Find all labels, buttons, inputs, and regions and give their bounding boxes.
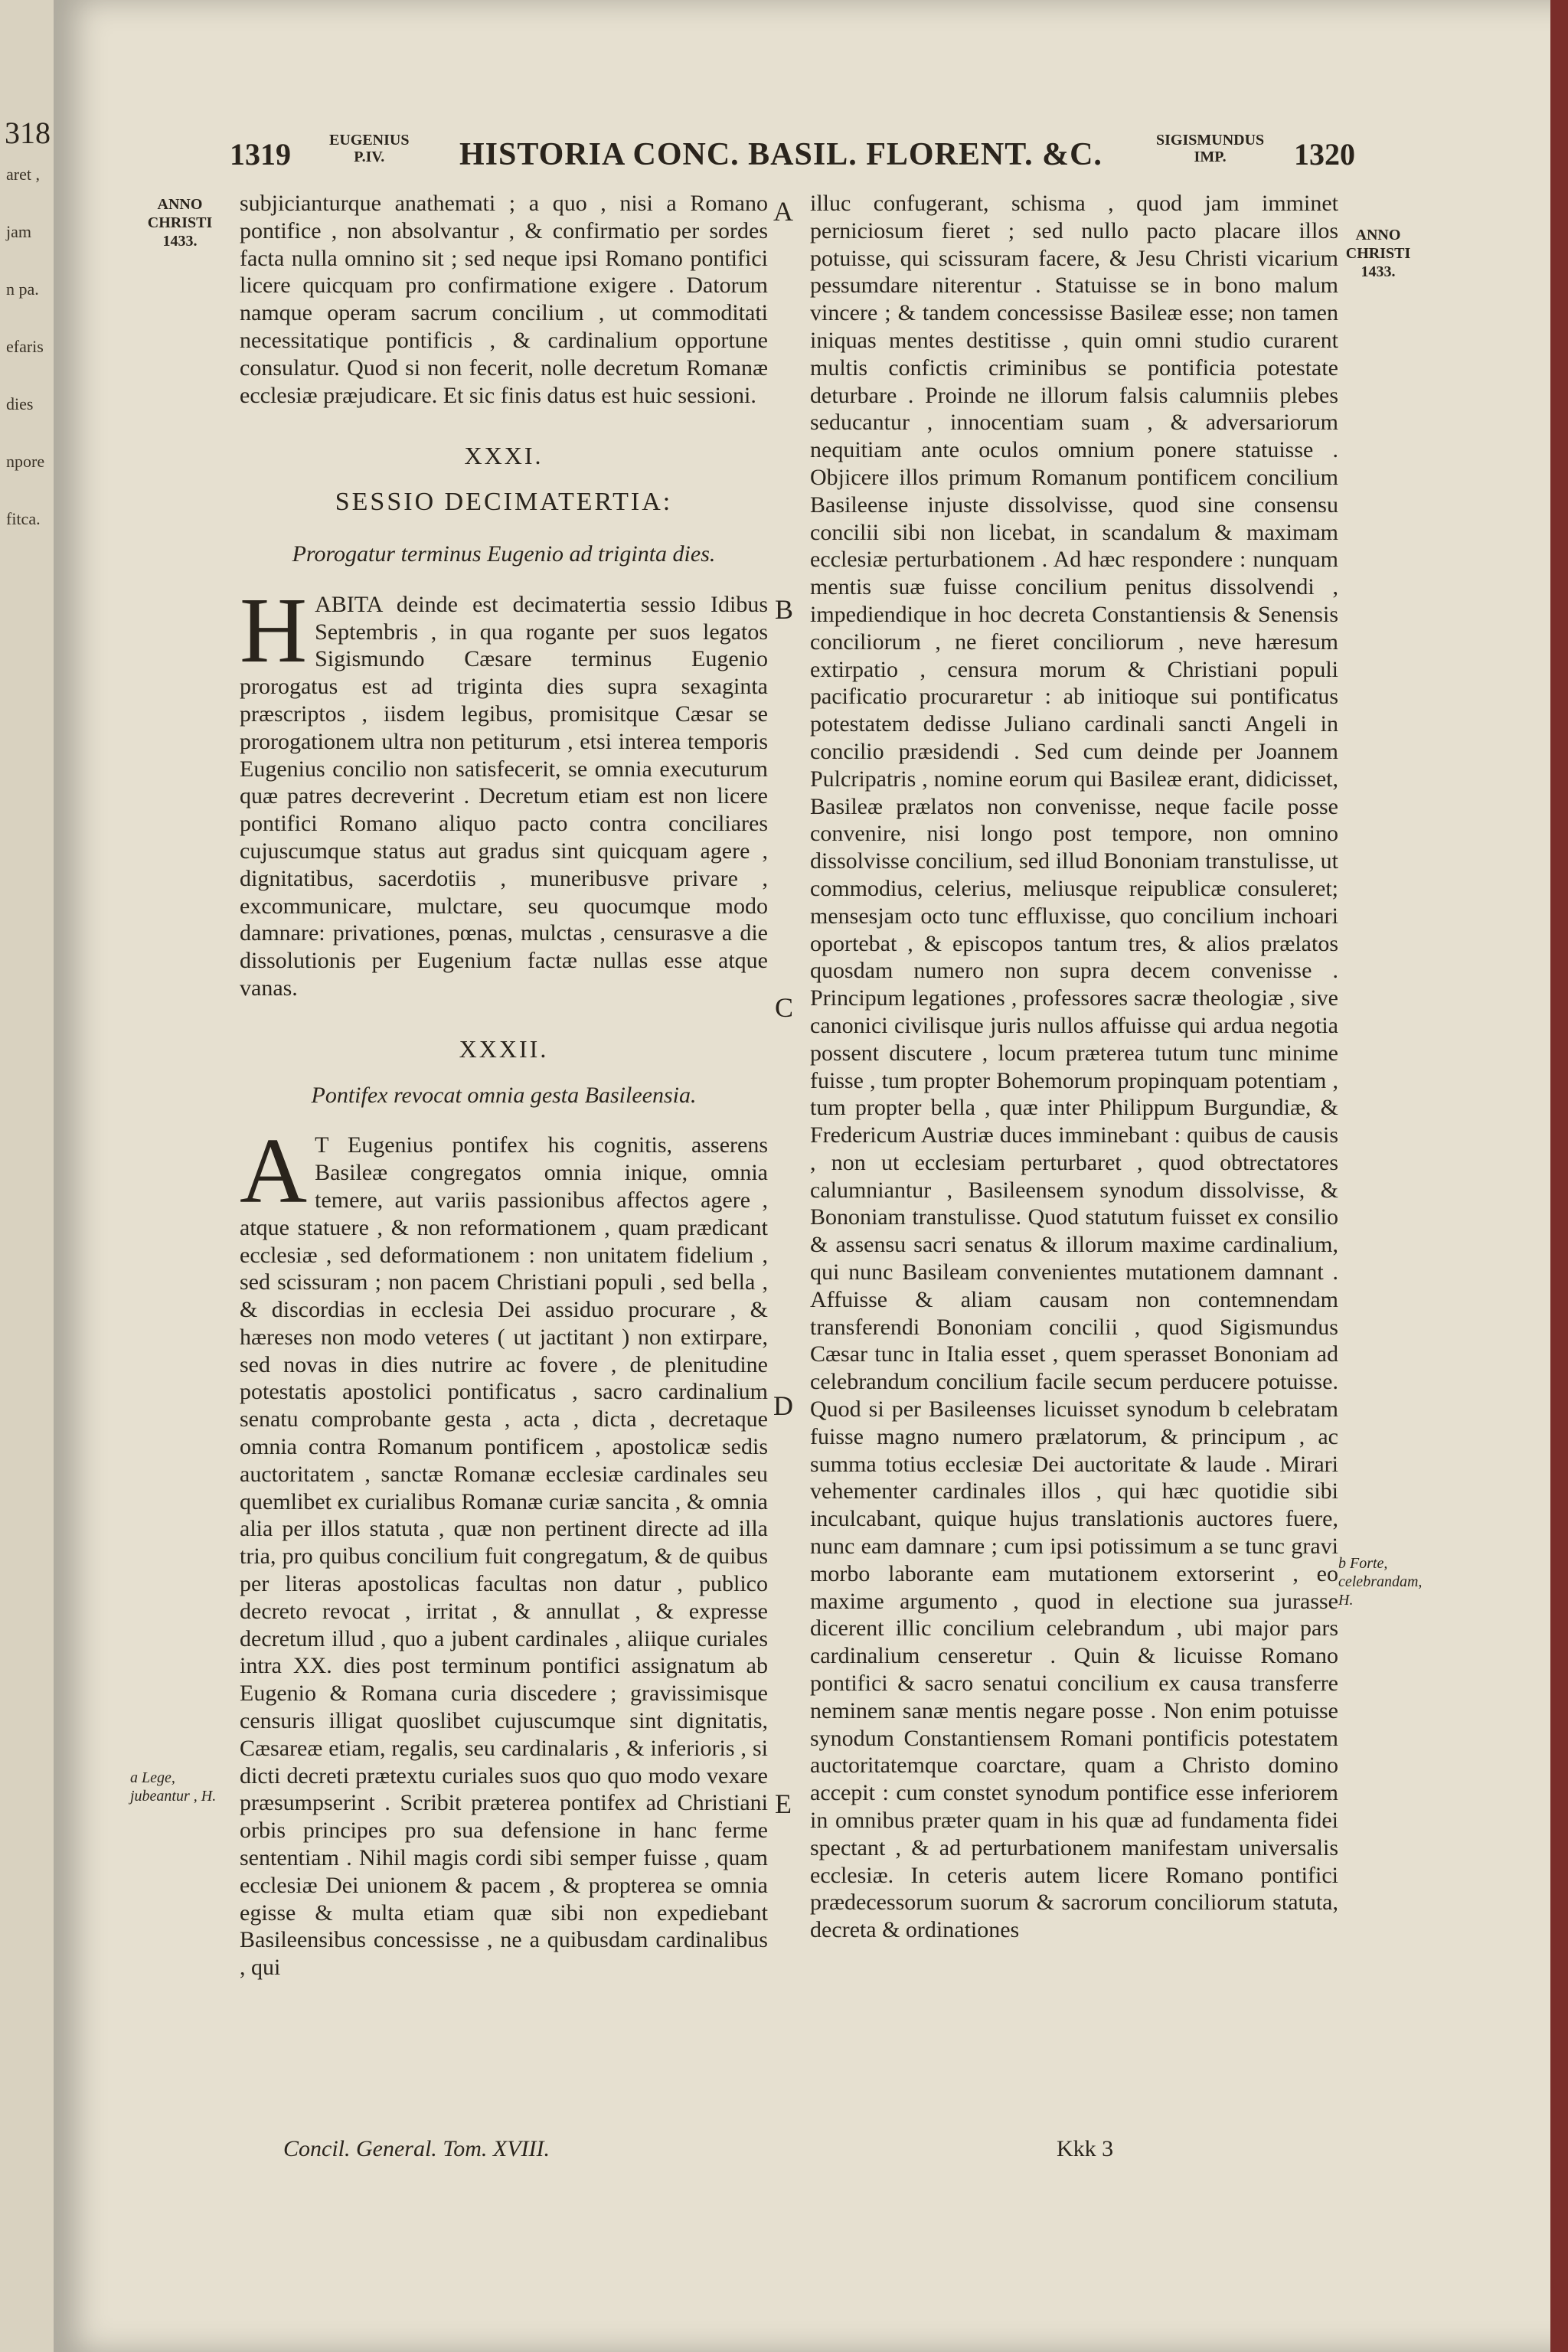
section-marker-d: D	[773, 1390, 793, 1421]
year-note-right	[1328, 226, 1428, 281]
previous-page-fragment: dies	[6, 394, 34, 413]
column-number-right: 1320	[1294, 137, 1355, 172]
running-header	[230, 132, 1355, 182]
year-note-left	[134, 195, 226, 250]
previous-page-fragment: jam	[6, 222, 31, 241]
session-title: SESSIO DECIMATERTIA:	[335, 488, 673, 517]
emperor-label	[1156, 132, 1264, 165]
emperor-name: SIGISMUNDUS	[1156, 132, 1265, 149]
right-paragraph: illuc confugerant, schisma , quod jam imminet perniciosum fieret ; sed nullo pacto placare illos potuisse, qui scissuram facere, & Jesu Christi vicarium pessumdare niterentur . Statuisse se in bono malum vincere ; & tandem concessisse Basileæ esse; non tamen iniquas mentes destitisse , quin omni studio curarent multis confictis criminibus se pontificia potestate deturbare . Proinde ne illorum falsis calumniis plebes seducantur , innocentiam suam , & adversariorum nequitiam ante oculos omnium ponere statuisse . Objicere illos primum Romanum pontificem concilium Basileense injuste dissolvisse, quod sine consensu concilii sibi non licebat, in scandalum & maximam ecclesiæ perturbationem . Ad hæc respondere : nunquam mentis suæ fuisse concilium penitus dissolvendi , impediendique in hoc decreta Constantiensis & Senensis conciliorum , ne fieret conciliorum , neve hæresum extirpatio , censura morum & Christiani populi pacificatio procuraretur : ab initioque sui pontificatus potestatem dedisse Juliano cardinali sancti Angeli in concilio præsidendi . Sed cum deinde per Joannem Pulcripatris , nomine eorum qui Basileæ erant, didicisset, Basileæ prælatos non convenisse, neque facile posse convenire, nisi longo post tempore, non omnino dissolvisse concilium, sed illud Bononiam transtulisse, ut commodius, celerius, meliusque reipublicæ consuleret; mensesjam octo tunc effluxisse, quo concilium inchoari oportebat , & episcopos tantum tres, & alios prælatos quosdam numero non supra decem convenisse . Principum legationes , professores sacræ theologiæ , sive canonici civilisque juris nullos affuisse qui ardua negotia possent discutere , locum præterea tutum tunc minime fuisse , tum propter Bohemorum propinquam potentiam , tum propter bella , quæ inter Philippum Burgundiæ, & Fredericum Austriæ duces imminebant : quibus de causis , non ut ecclesiam perturbaret , quod obtrectatores calumniantur , Basileensem synodum dissolvisse, & Bononiam transtulisse. Quod statutum fuisset ex consilio & assensu sacri senatus & illorum maxime cardinalium, qui nunc Basileam convenientes mutationem damnant . Affuisse & aliam causam non contemnendam transferendi Bononiam concilii , quod Sigismundus Cæsar tunc in Italia esset , quem sperasset Bononiam ad celebrandum concilium facile secum perducere potuisse. Quod si per Basileenses licuisset synodum b celebratam fuisse magno numero prælatorum, & principum , ac summa totius ecclesiæ Dei auctoritate & laude . Mirari vehementer cardinales illos , qui hæc quotidie sibi inculcabant, quique hujus translationis auctores fuere, nunc eam damnare ; cum ipsi potissimum a se tunc gravi morbo laborante eam mutationem extorserint , eo maxime argumento , quod in electione sua jurasse dicerent illic concilium celebrandum , ubi major pars cardinalium censeretur . Quin & licuisse Romano pontifici & sacro senatui concilium ex causa transferre neminem sanæ mentis negare posse . Non enim potuisse synodum Constantiensem Romani pontificis potestatem auctoritatemque coarctare, quam a Christo domino accepit : cum constet synodum pontifice esse inferiorem in omnibus præter quam in his quæ ad fundamenta fidei spectant , & ad perturbationem manifestam universalis ecclesiæ. In ceteris autem licere Romano pontifici prædecessorum suorum & sacrorum conciliorum statuta, decreta & ordinationes	[810, 191, 1338, 1943]
year-label: 1433.	[1361, 263, 1396, 280]
section-marker-e: E	[775, 1788, 792, 1819]
running-title: HISTORIA CONC. BASIL. FLORENT. &C.	[459, 137, 1102, 172]
anno-label: ANNO	[157, 196, 203, 213]
section-marker-c: C	[775, 992, 794, 1023]
revocation-paragraph	[240, 1119, 768, 1981]
previous-page-fragment: npore	[6, 452, 45, 471]
section-marker-b: B	[775, 594, 794, 625]
christi-label: CHRISTI	[1345, 245, 1411, 262]
section-number: XXXI.	[464, 442, 544, 470]
paragraph-text: ABITA deinde est decimatertia sessio Idibus Septembris , in qua rogante per suos legatos Sigismundo Cæsare terminus Eugenio prorogatus est ad triginta dies supra sexaginta præscriptos , iisdem legibus, promisitque Cæsar se prorogationem ultra non petiturum , etsi interea temporis Eugenius concilio non satisfecerit, se omnia executurum quæ patres decreverint . Decretum etiam est non licere pontifici Romano aliquo pacto contra conciliares cujuscumque status aut gradus sint quicquam agere , dignitatibus, sacerdotiis , muneribusve privare , excommunicare, mulctare, seu quocumque modo damnare: privationes, pœnas, mulctas , censurasve a die dissolutionis per Eugenium factæ nullas esse atque vanas.	[240, 591, 768, 1001]
previous-page-fragment: n pa.	[6, 279, 39, 299]
drop-cap: A	[240, 1119, 308, 1223]
previous-page-fragment: aret ,	[6, 165, 40, 184]
pope-name: EUGENIUS	[329, 132, 410, 149]
pope-number: P.IV.	[354, 149, 385, 165]
section-marker-a: A	[773, 196, 793, 227]
left-text-column	[240, 190, 768, 1981]
section-rubric: Prorogatur terminus Eugenio ad triginta dies.	[292, 541, 716, 567]
previous-page-edge	[0, 0, 54, 2352]
emperor-title: IMP.	[1194, 149, 1227, 165]
gathering-signature: Kkk 3	[1057, 2136, 1114, 2161]
pope-label	[329, 132, 409, 165]
section-rubric: Pontifex revocat omnia gesta Basileensia.	[311, 1082, 697, 1108]
column-number-left: 1319	[230, 137, 291, 172]
anno-label: ANNO	[1355, 227, 1401, 243]
drop-cap: H	[240, 578, 308, 682]
intro-paragraph: subjicianturque anathemati ; a quo , nisi a Romano pontifice , non absolvantur , & confirmatio per sordes facta nulla omnino sit ; sed neque ipsi Romano pontifici licere quicquam pro confirmatione exigere . Datorum namque operam sacrum concilium , ut commoditati necessitatique pontificis , & cardinalium opportune consulatur. Quod si non fecerit, nolle decretum Romanæ ecclesiæ præjudicare. Et sic finis datus est huic sessioni.	[240, 191, 768, 408]
session-paragraph	[240, 578, 768, 1002]
volume-signature: Concil. General. Tom. XVIII.	[283, 2136, 550, 2161]
previous-page-number: 318	[5, 116, 51, 150]
previous-page-fragment: efaris	[6, 337, 44, 356]
margin-note-right: b Forte, celebrandam, H.	[1338, 1555, 1423, 1609]
section-number: XXXII.	[459, 1034, 549, 1063]
christi-label: CHRISTI	[147, 214, 213, 231]
paragraph-text: T Eugenius pontifex his cognitis, asserens Basileæ congregatos omnia inique, omnia temere, aut variis passionibus affectos agere , atque statuere , & non reformationem , quam prædicant ecclesiæ , sed deformationem : non unitatem fidelium , sed scissuram ; non pacem Christiani populi , sed bella , & discordias in ecclesia Dei assiduo procurare , & hæreses non modo veteres ( ut jactitant ) non extirpare, sed novas in dies nutrire ac fovere , de plenitudine potestatis apostolici pontificatus , sacro cardinalium senatu comprobante gesta , acta , dicta , decretaque omnia contra Romanum pontificem , apostolicæ sedis auctoritatem , sanctæ Romanæ ecclesiæ cardinales seu quemlibet ex curialibus Romanæ curiæ sancita , & omnia alia per illos statuta , quæ non pertinent directe ad illa tria, pro quibus concilium fuit congregatum, & de quibus per literas apostolicas facultas non datur , publico decreto revocat , irritat , & annullat , & expresse decretum illud , quo a jubent cardinales , aliique curiales intra XX. dies post terminum pontifici assignatum ab Eugenio & Romana curia discedere ; gravissimisque censuris illigat quoslibet cujuscumque sint dignitatis, Cæsareæ etiam, regalis, seu cardinalaris , & inferioris , si dicti decreti prætextu curiales suos quo quo modo vexare præsumpserint . Scribit præterea pontifex ad Christiani orbis principes pro sua defensione in hanc ferme sententiam . Nihil magis cordi sibi semper fuisse , quam ecclesiæ Dei unionem & pacem , & propterea se omnia egisse & multa etiam quæ sibi non expediebant Basileensibus concessisse , ne a quibusdam cardinalibus , qui	[240, 1132, 768, 1981]
book-spine-edge	[1550, 0, 1568, 2352]
right-text-column	[810, 190, 1338, 1944]
margin-note-left: a Lege, jubeantur , H.	[130, 1769, 217, 1805]
year-label: 1433.	[162, 233, 198, 250]
previous-page-fragment: fitca.	[6, 509, 41, 528]
